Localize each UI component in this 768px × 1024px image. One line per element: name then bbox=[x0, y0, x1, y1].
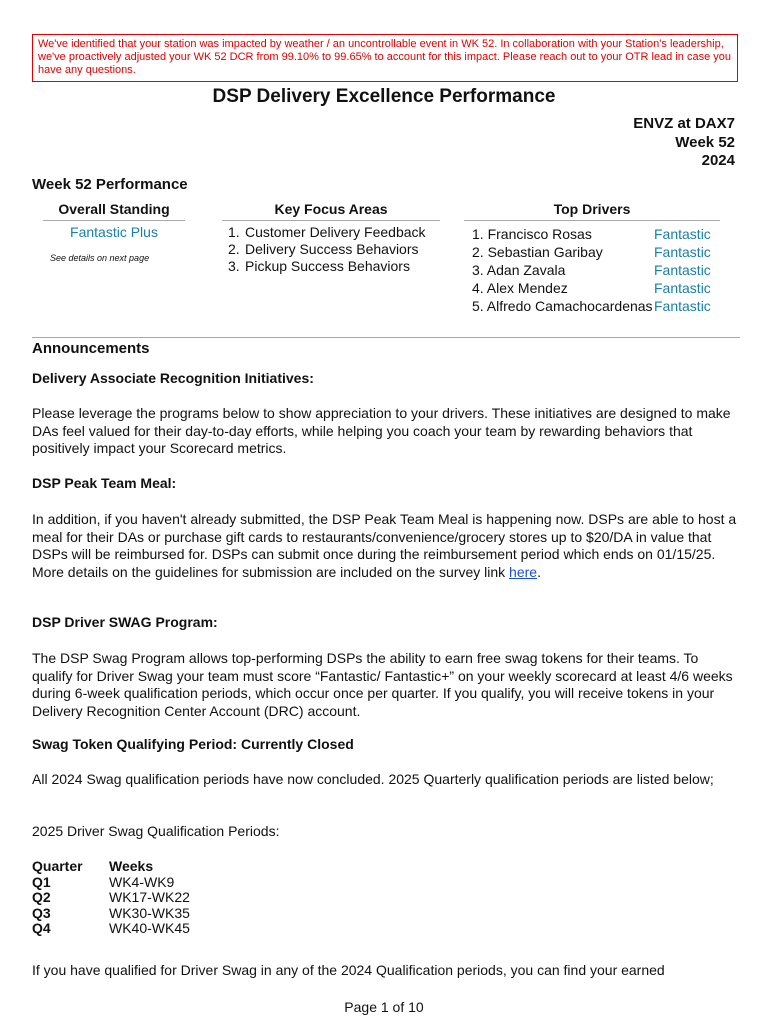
driver-row bbox=[472, 244, 722, 261]
driver-rating: Fantastic bbox=[654, 262, 711, 278]
recognition-body: Please leverage the programs below to show appreciation to your drivers. These initiatives are designed to make DAs feel valued for their day-to-day efforts, while helping you coach your team by rewarding behaviors that positively impact your Scorecard metrics. bbox=[32, 405, 731, 456]
announcements-heading: Announcements bbox=[32, 340, 150, 357]
driver-row bbox=[472, 280, 722, 297]
table-row: Q4 WK40-WK45 bbox=[32, 920, 190, 936]
table-row: Q2 WK17-WK22 bbox=[32, 889, 190, 905]
driver-row bbox=[472, 226, 722, 243]
swag-program-title: DSP Driver SWAG Program: bbox=[32, 614, 218, 630]
table-row: Q3 WK30-WK35 bbox=[32, 904, 190, 921]
token-period-title: Swag Token Qualifying Period: Currently Closed bbox=[32, 736, 354, 752]
top-drivers-header: Top Drivers bbox=[464, 201, 720, 221]
focus-item: 3. Pickup Success Behaviors bbox=[228, 258, 410, 274]
driver-rating: Fantastic bbox=[654, 244, 711, 260]
driver-rating: Fantastic bbox=[654, 298, 711, 314]
swag-program-body: The DSP Swag Program allows top-performing DSPs the ability to earn free swag tokens for their teams. To qualify for Driver Swag your team must score “Fantastic/ Fantastic+” on your weekly scorecard at least 4/6 weeks during 6-week qualification periods, which occur once per quarter. If you qualify, you will receive tokens in your Delivery Recognition Center Account (DRC) account. bbox=[32, 650, 733, 719]
driver-name: 1. Francisco Rosas bbox=[472, 226, 592, 242]
recognition-title: Delivery Associate Recognition Initiatives: bbox=[32, 370, 314, 386]
see-details-note: See details on next page bbox=[50, 253, 150, 263]
page-number: Page 1 of 10 bbox=[344, 999, 424, 1015]
page-title: DSP Delivery Excellence Performance bbox=[212, 86, 556, 107]
driver-rating: Fantastic bbox=[654, 280, 711, 296]
team-meal-body: In addition, if you haven't already submitted, the DSP Peak Team Meal is happening now. DSPs are able to host a meal for their DAs or purchase gift cards to restaurants/convenience/grocery stores up to $20/DA in value that DSPs will be reimbursed for. DSPs can submit once during the reimbursement period which ends on 01/15/25. More details on the guidelines for submission are included on the survey link here. bbox=[32, 511, 737, 580]
weather-adjustment-notice: We've identified that your station was impacted by weather / an uncontrollable event in WK 52. In collaboration with your Station's leadership, we've proactively adjusted your WK 52 DCR from 99.10% to 99.65% to account for this impact. Please reach out to your OTR lead in case you have any questions. bbox=[32, 34, 738, 82]
focus-item: 2. Delivery Success Behaviors bbox=[228, 241, 419, 257]
driver-name: 5. Alfredo Camachocardenas bbox=[472, 298, 653, 314]
section-divider bbox=[32, 337, 740, 338]
key-focus-list bbox=[228, 224, 448, 275]
overall-standing-header: Overall Standing bbox=[43, 201, 185, 221]
table-row: Q1 WK4-WK9 bbox=[32, 873, 175, 890]
driver-rating: Fantastic bbox=[654, 226, 711, 242]
closing-paragraph: If you have qualified for Driver Swag in any of the 2024 Qualification periods, you can find your earned bbox=[32, 962, 665, 978]
driver-row bbox=[472, 262, 722, 279]
team-meal-title: DSP Peak Team Meal: bbox=[32, 475, 177, 491]
station-info bbox=[633, 115, 735, 171]
focus-item: 1. Customer Delivery Feedback bbox=[228, 224, 426, 240]
station-name: ENVZ at DAX7 bbox=[633, 115, 735, 132]
token-period-body: All 2024 Swag qualification periods have now concluded. 2025 Quarterly qualification periods are listed below; bbox=[32, 771, 714, 787]
qualification-table bbox=[32, 859, 190, 937]
driver-name: 4. Alex Mendez bbox=[472, 280, 568, 296]
station-week: Week 52 bbox=[675, 133, 735, 151]
table-header-row: Quarter Weeks bbox=[32, 858, 154, 874]
driver-name: 2. Sebastian Garibay bbox=[472, 244, 603, 260]
top-drivers-list bbox=[472, 226, 722, 316]
driver-name: 3. Adan Zavala bbox=[472, 262, 566, 278]
overall-standing-value: Fantastic Plus bbox=[70, 224, 158, 240]
key-focus-header: Key Focus Areas bbox=[222, 201, 440, 221]
driver-row bbox=[472, 298, 722, 315]
station-year: 2024 bbox=[701, 152, 735, 169]
performance-heading: Week 52 Performance bbox=[32, 176, 188, 193]
survey-link[interactable]: here bbox=[509, 563, 538, 580]
qualification-periods-title: 2025 Driver Swag Qualification Periods: bbox=[32, 823, 280, 839]
